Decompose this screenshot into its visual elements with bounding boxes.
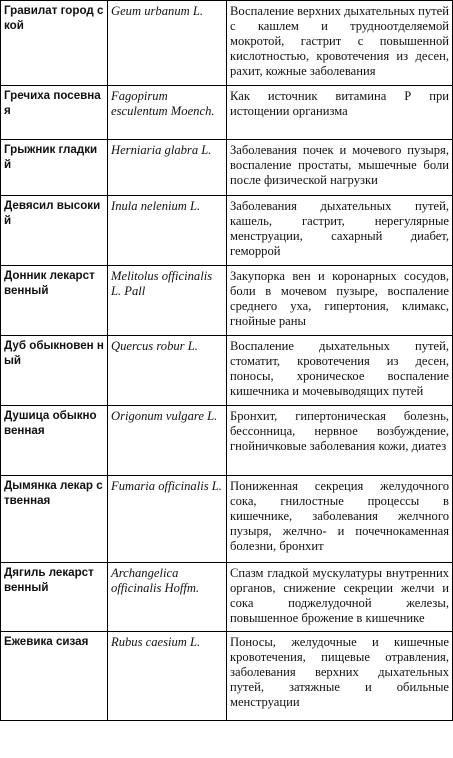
- table-row: [1, 1, 453, 86]
- indications-cell: Как источник витамина Р при истощении организма: [227, 86, 453, 140]
- plant-name-cell: Девясил высокий: [1, 196, 108, 266]
- plant-name-cell: Душица обыкно венная: [1, 406, 108, 476]
- plant-name-cell: Дягиль лекарст венный: [1, 563, 108, 632]
- latin-name-cell: Fagopirum esculentum Moench.: [108, 86, 227, 140]
- table-row: [1, 563, 453, 632]
- plant-name-cell: Гравилат город ской: [1, 1, 108, 86]
- table-row: [1, 476, 453, 563]
- table-row: [1, 266, 453, 336]
- latin-name-cell: Archangelica officinalis Hoffm.: [108, 563, 227, 632]
- latin-name-cell: Inula nelenium L.: [108, 196, 227, 266]
- latin-name-cell: Melitolus officinalis L. Pall: [108, 266, 227, 336]
- table-row: [1, 140, 453, 196]
- latin-name-cell: Rubus caesium L.: [108, 632, 227, 721]
- table-row: [1, 196, 453, 266]
- indications-cell: Бронхит, гипертоническая болезнь, бессонница, нервное возбуждение, гнойничковые заболевания кожи, диатез: [227, 406, 453, 476]
- latin-name-cell: Herniaria glabra L.: [108, 140, 227, 196]
- indications-cell: Спазм гладкой мускулатуры внутренних органов, снижение секреции желчи и сока поджелудочной железы, повышенное брожение в кишечнике: [227, 563, 453, 632]
- indications-cell: Поносы, желудочные и кишечные кровотечения, пищевые отравления, заболевания верхних дыхательных путей, затяжные и обильные менструации: [227, 632, 453, 721]
- plant-name-cell: Дуб обыкновен ный: [1, 336, 108, 406]
- plant-name-cell: Гречиха посевная: [1, 86, 108, 140]
- table-row: [1, 336, 453, 406]
- herbs-table-body: [1, 1, 453, 721]
- indications-cell: Закупорка вен и коронарных сосудов, боли в мочевом пузыре, воспаление среднего уха, гипертония, климакс, гнойные раны: [227, 266, 453, 336]
- latin-name-cell: Fumaria officinalis L.: [108, 476, 227, 563]
- plant-name-cell: Ежевика сизая: [1, 632, 108, 721]
- indications-cell: Заболевания почек и мочевого пузыря, воспаление простаты, мышечные боли после физической нагрузки: [227, 140, 453, 196]
- indications-cell: Воспаление дыхательных путей, стоматит, кровотечения из десен, поносы, хроническое воспаление кишечника и мочевыводящих путей: [227, 336, 453, 406]
- indications-cell: Пониженная секреция желудочного сока, гнилостные процессы в кишечнике, заболевания желчного пузыря, желчно- и почечнокаменная болезни, бронхит: [227, 476, 453, 563]
- indications-cell: Заболевания дыхательных путей, кашель, гастрит, нерегулярные менструации, сахарный диабет, геморрой: [227, 196, 453, 266]
- table-row: [1, 86, 453, 140]
- plant-name-cell: Донник лекарст венный: [1, 266, 108, 336]
- latin-name-cell: Geum urbanum L.: [108, 1, 227, 86]
- table-row: [1, 406, 453, 476]
- table-row: [1, 632, 453, 721]
- indications-cell: Воспаление верхних дыхательных путей с кашлем и трудноотделяемой мокротой, гастрит с повышенной кислотностью, кровотечения из десен, рахит, кожные заболевания: [227, 1, 453, 86]
- plant-name-cell: Дымянка лекар ственная: [1, 476, 108, 563]
- plant-name-cell: Грыжник гладкий: [1, 140, 108, 196]
- latin-name-cell: Origonum vulgare L.: [108, 406, 227, 476]
- latin-name-cell: Quercus robur L.: [108, 336, 227, 406]
